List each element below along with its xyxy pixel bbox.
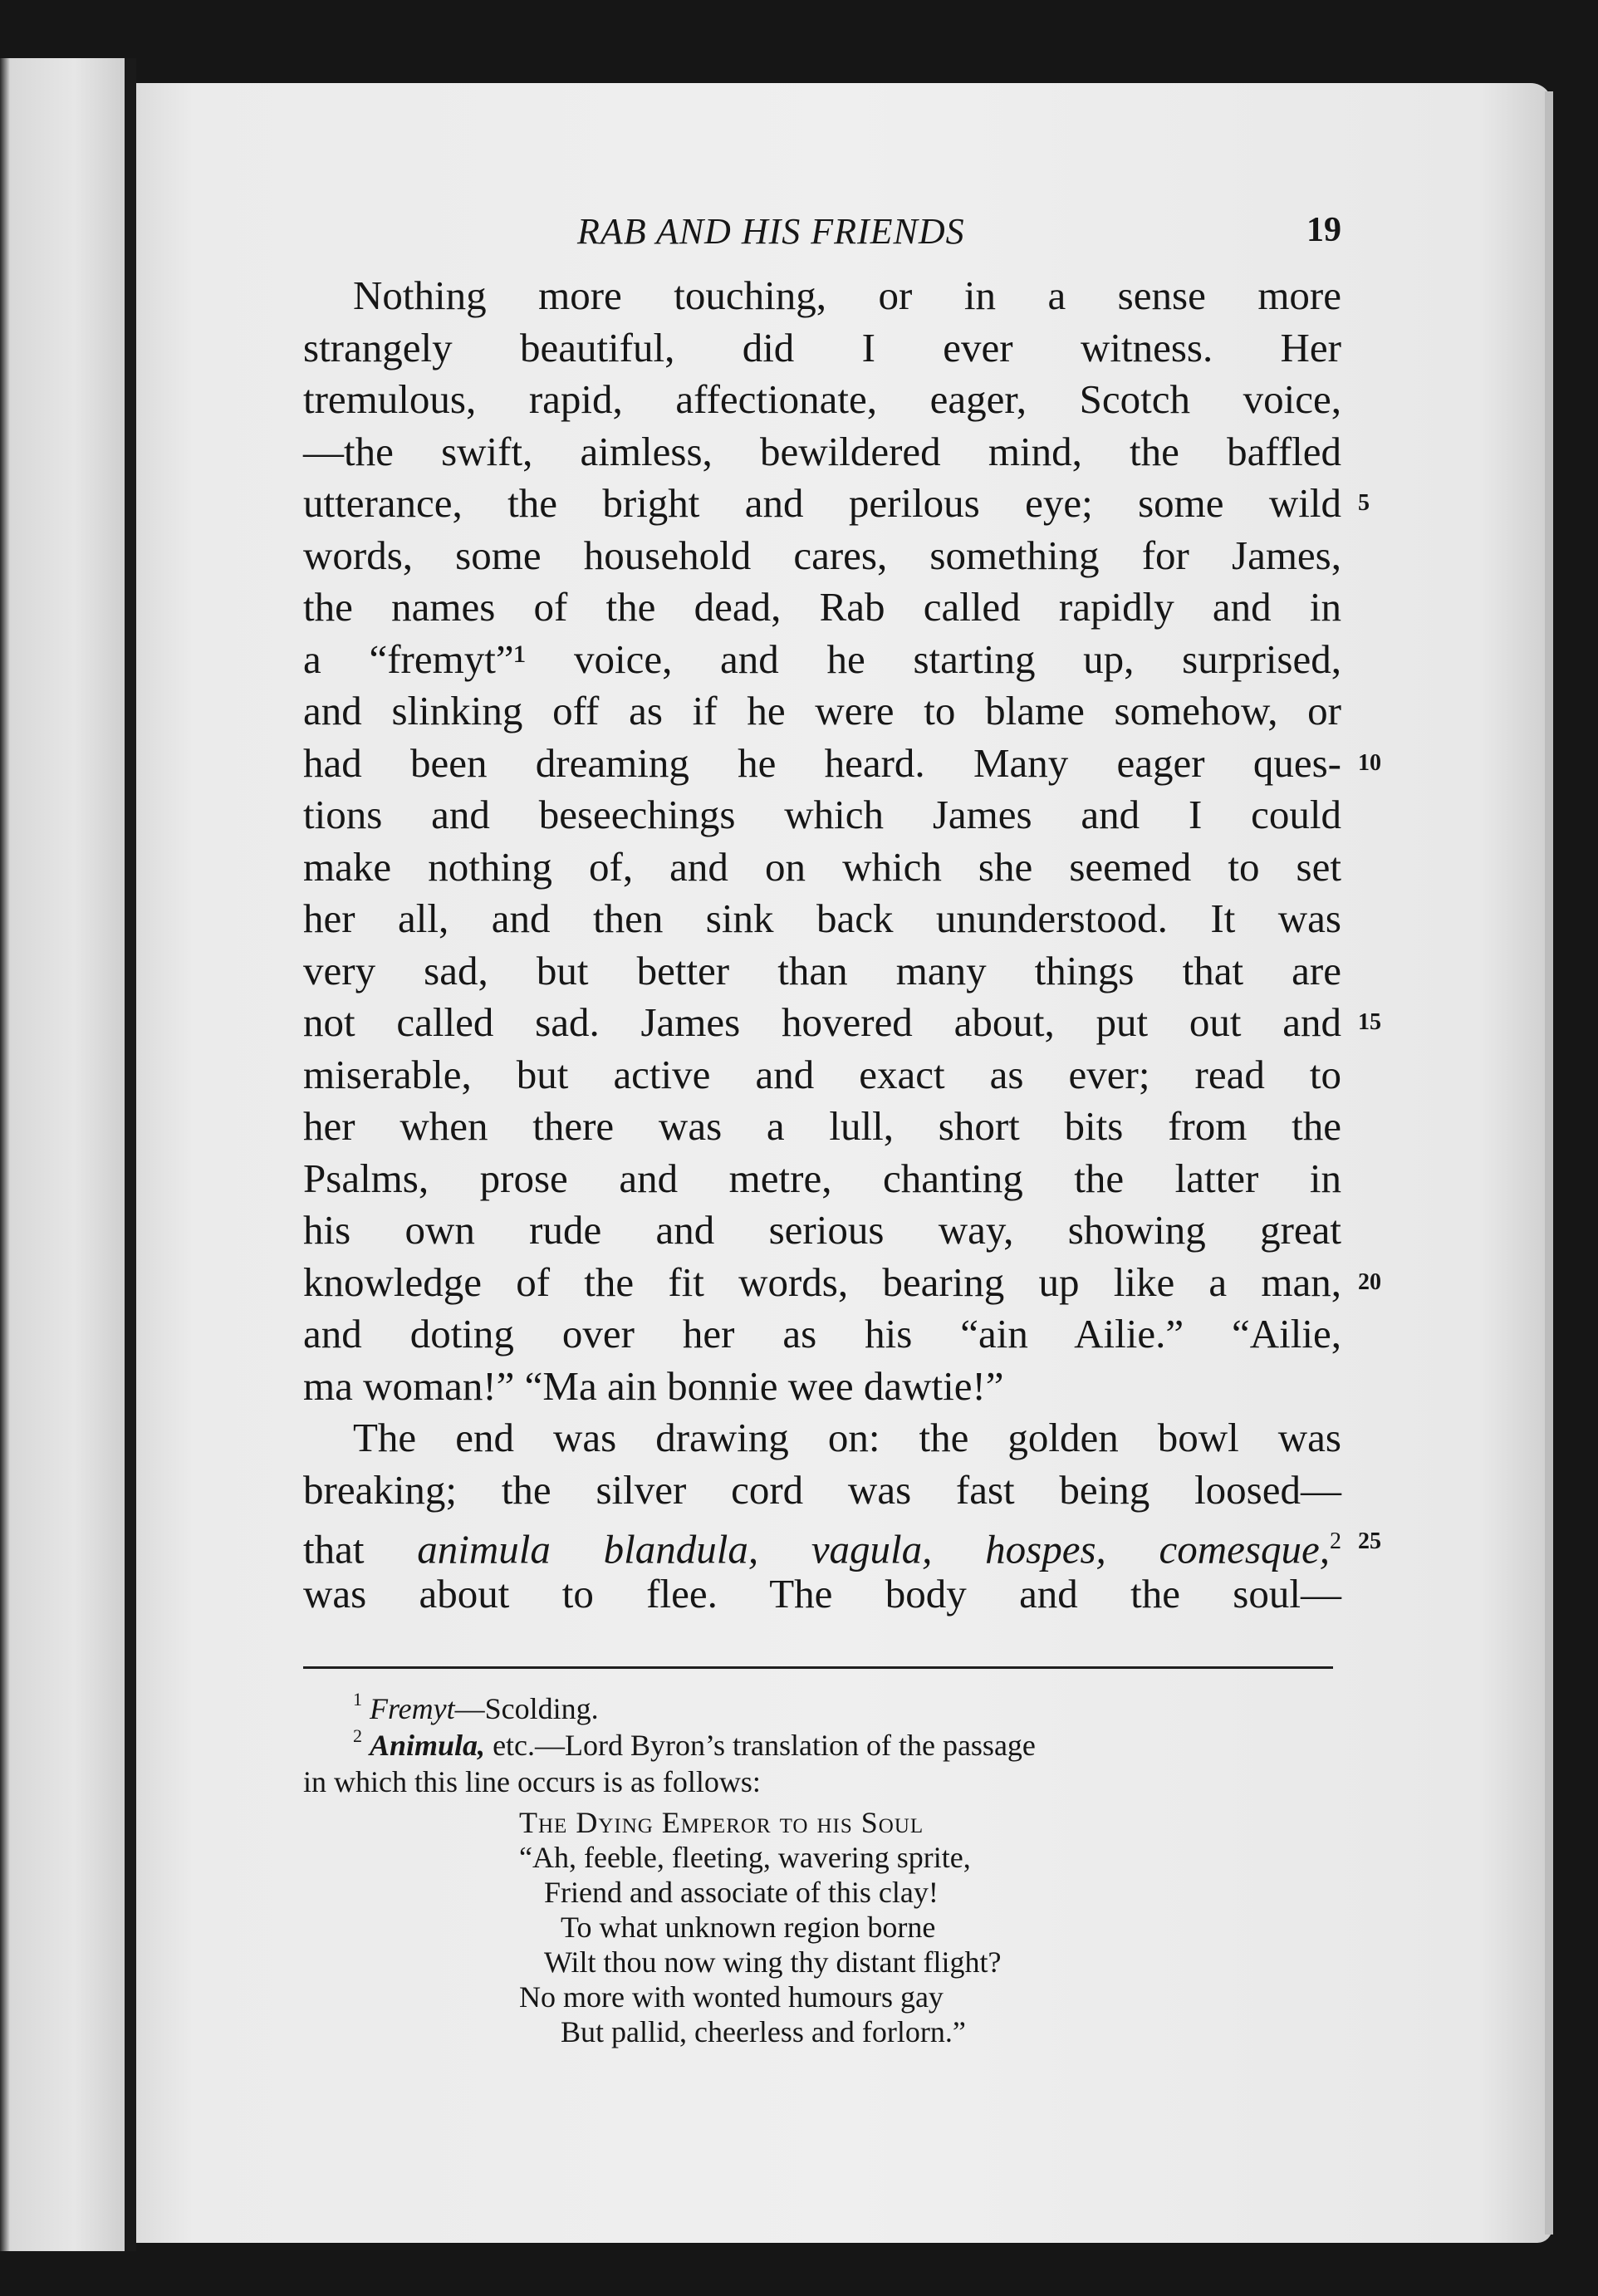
body-line: had been dreaming he heard. Many eager ques- 10 <box>303 738 1341 790</box>
body-line: very sad, but better than many things that are <box>303 947 1341 993</box>
footnote-ref: 2 <box>1330 1528 1341 1554</box>
body-line: his own rude and serious way, showing great <box>303 1207 1341 1253</box>
body-line: was about to flee. The body and the soul— <box>303 1570 1341 1617</box>
poem-line: Friend and associate of this clay! <box>544 1876 939 1909</box>
body-line: a “fremyt”¹ voice, and he starting up, surprised, <box>303 635 1341 682</box>
body-line: words, some household cares, something for James, <box>303 532 1341 578</box>
body-line: and slinking off as if he were to blame somehow, or <box>303 688 1341 733</box>
poem <box>303 1805 1341 2049</box>
running-head <box>303 195 1341 270</box>
footnote-1: $^1$ Fremyt—Scolding. <box>353 1689 599 1725</box>
line-number: 5 <box>1358 490 1370 516</box>
body-line: her when there was a lull, short bits from the <box>303 1103 1341 1149</box>
line-number: 15 <box>1358 1009 1381 1035</box>
footnote-2: $^2$ Animula, etc.—Lord Byron’s translation of the passage <box>353 1725 1036 1762</box>
poem-line: Wilt thou now wing thy distant flight? <box>544 1945 1002 1979</box>
body-line: utterance, the bright and perilous eye; some wild 5 <box>303 478 1341 530</box>
poem-line: “Ah, feeble, fleeting, wavering sprite, <box>519 1841 971 1874</box>
latin-quotation: animula blandula, vagula, hospes, comesque, <box>417 1526 1330 1572</box>
left-page-edge <box>0 58 125 2251</box>
line-number: 25 <box>1358 1528 1381 1554</box>
book-gutter <box>125 58 136 2251</box>
line-number: 10 <box>1358 749 1381 776</box>
body-line: that animula blandula, vagula, hospes, comesque,$^2$ 25 <box>303 1516 1341 1568</box>
body-line: Nothing more touching, or in a sense more <box>353 272 1341 318</box>
footnotes <box>303 1690 1341 1800</box>
footnote-rule <box>303 1666 1333 1669</box>
body-text <box>303 270 1381 1620</box>
right-page-edge <box>1545 91 1553 2235</box>
body-line: make nothing of, and on which she seemed to set <box>303 843 1341 890</box>
poem-line: No more with wonted humours gay <box>519 1980 944 2014</box>
body-line: and doting over her as his “ain Ailie.” “Ailie, <box>303 1311 1341 1357</box>
body-line: Psalms, prose and metre, chanting the latter in <box>303 1155 1341 1201</box>
body-line: her all, and then sink back ununderstood. It was <box>303 895 1341 941</box>
body-line: tremulous, rapid, affectionate, eager, Scotch voice, <box>303 376 1341 422</box>
body-line: knowledge of the fit words, bearing up like a man, 20 <box>303 1257 1341 1309</box>
running-title: RAB AND HIS FRIENDS <box>577 211 965 252</box>
body-line: —the swift, aimless, bewildered mind, the baffled <box>303 428 1341 474</box>
body-line: not called sad. James hovered about, put out and 15 <box>303 997 1341 1049</box>
body-line: strangely beautiful, did I ever witness. Her <box>303 324 1341 370</box>
line-number: 20 <box>1358 1268 1381 1295</box>
body-line: ma woman!” “Ma ain bonnie wee dawtie!” <box>303 1362 1004 1409</box>
body-line: tions and beseechings which James and I could <box>303 792 1341 837</box>
poem-line: To what unknown region borne <box>561 1911 936 1944</box>
poem-title: The Dying Emperor to his Soul <box>519 1806 924 1839</box>
poem-line: But pallid, cheerless and forlorn.” <box>561 2015 966 2048</box>
page-text-block <box>303 195 1381 2049</box>
body-line: The end was drawing on: the golden bowl was <box>353 1415 1341 1460</box>
body-line: breaking; the silver cord was fast being loosed— <box>303 1466 1341 1513</box>
page-number: 19 <box>1306 211 1341 249</box>
body-line: the names of the dead, Rab called rapidly and in <box>303 584 1341 630</box>
footnote-2-continued: in which this line occurs is as follows: <box>303 1765 761 1798</box>
body-line: miserable, but active and exact as ever; read to <box>303 1051 1341 1097</box>
